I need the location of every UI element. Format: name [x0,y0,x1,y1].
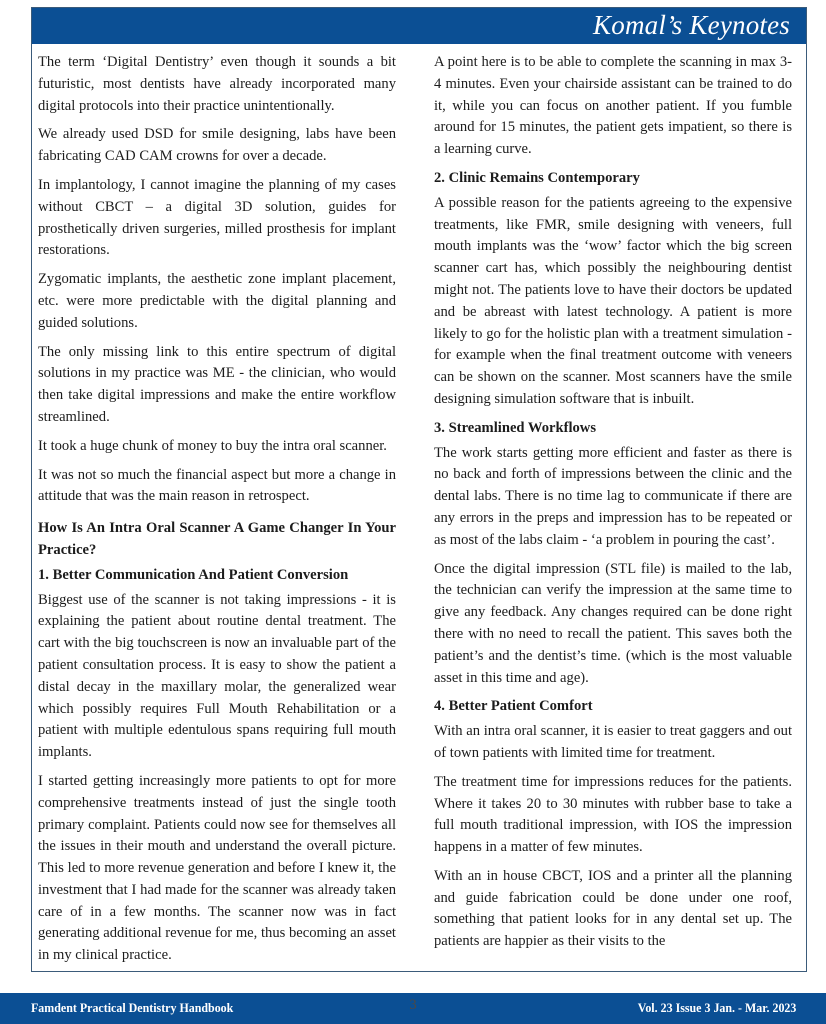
subheading-clinic-contemporary: 2. Clinic Remains Contemporary [434,169,640,186]
paragraph: Zygomatic implants, the aesthetic zone implant placement, etc. were more predictable with the digital planning and guided solutions. [38,271,396,331]
paragraph: A possible reason for the patients agreeing to the expensive treatments, like FMR, smile designing with veneers, full mouth implants was the ‘wow’ factor which the big screen scanner cart has, which possibly the neighbouring dentist might not. The patients love to have their doctors be updated and be abreast with latest technology. A patient is more likely to go for the holistic plan with a treatment simulation - for example when the final treatment outcome with veneers can be shown on the scanner. Most scanners have the smile designing simulation software that is inbuilt. [434,194,792,407]
issue-info: Vol. 23 Issue 3 Jan. - Mar. 2023 [637,1000,796,1015]
right-column [434,52,792,960]
paragraph: The term ‘Digital Dentistry’ even though it sounds a bit futuristic, most dentists have already incorporated many digital protocols into their practice unintentionally. [38,54,396,114]
subheading-patient-comfort: 4. Better Patient Comfort [434,698,593,715]
paragraph: With an in house CBCT, IOS and a printer all the planning and guide fabrication could be done under one roof, something that patient looks for in any dental set up. The patients are happier as their visits to the [434,867,792,950]
paragraph: It was not so much the financial aspect but more a change in attitude that was the main reason in retrospect. [38,466,396,505]
subheading-streamlined-workflows: 3. Streamlined Workflows [434,419,597,436]
paragraph: The only missing link to this entire spectrum of digital solutions in my practice was ME - the clinician, who would then take digital impressions and make the entire workflow streamlined. [38,343,396,425]
column-title: Komal’s Keynotes [593,10,790,40]
page-number: 3 [409,997,417,1013]
paragraph: It took a huge chunk of money to buy the intra oral scanner. [38,437,387,454]
paragraph: A point here is to be able to complete the scanning in max 3-4 minutes. Even your chairside assistant can be trained to do it, while you can focus on another patient. If you fumble around for 15 minutes, the patient gets impatient, so there is a learning curve. [434,54,792,158]
publication-name: Famdent Practical Dentistry Handbook [31,1000,234,1015]
left-column [38,52,396,974]
paragraph: In implantology, I cannot imagine the planning of my cases without CBCT – a digital 3D solution, guides for prosthetically driven surgeries, milled prosthesis for implant restorations. [38,176,396,259]
subheading-better-communication: 1. Better Communication And Patient Conversion [38,566,349,583]
paragraph: I started getting increasingly more patients to opt for more comprehensive treatments instead of just the single tooth primary complaint. Patients could now see for themselves all the issues in their mouth and understand the overall picture. This led to more revenue generation and before I knew it, the investment that I had made for the scanner was already taken care of in a few months. The scanner now was in fact generating additional revenue for me, thus becoming an asset in my clinical practice. [38,772,396,964]
header-bar [32,8,806,44]
paragraph: We already used DSD for smile designing, labs have been fabricating CAD CAM crowns for over a decade. [38,126,396,165]
paragraph: With an intra oral scanner, it is easier to treat gaggers and out of town patients with limited time for treatment. [434,723,792,761]
article-body [32,44,806,971]
article-frame [31,7,807,972]
section-heading: How Is An Intra Oral Scanner A Game Changer In Your Practice? [38,520,396,558]
paragraph: The work starts getting more efficient and faster as there is no back and forth of impressions between the clinic and the dental labs. There is no time lag to communicate if there are any errors in the preps and impression has to be repeated or as most of the labs claim - ‘a problem in pouring the cast’. [434,444,792,548]
paragraph: The treatment time for impressions reduces for the patients. Where it takes 20 to 30 minutes with rubber base to take a full mouth traditional impression, with IOS the impression happens in a matter of few minutes. [434,773,792,856]
paragraph: Once the digital impression (STL file) is mailed to the lab, the technician can verify the impression at the same time to give any feedback. Any changes required can be done right there with no need to recall the patient. This saves both the patient’s and the dentist’s time. (which is the most valuable asset in this time and age). [434,560,792,686]
paragraph: Biggest use of the scanner is not taking impressions - it is explaining the patient about routine dental treatment. The cart with the big touchscreen is now an invaluable part of the patient consultation process. It is easy to show the patient a distal decay in the maxillary molar, the generalized wear which possibly requires Full Mouth Rehabilitation or a patient with multiple edentulous spans requiring full mouth implants. [38,591,396,761]
